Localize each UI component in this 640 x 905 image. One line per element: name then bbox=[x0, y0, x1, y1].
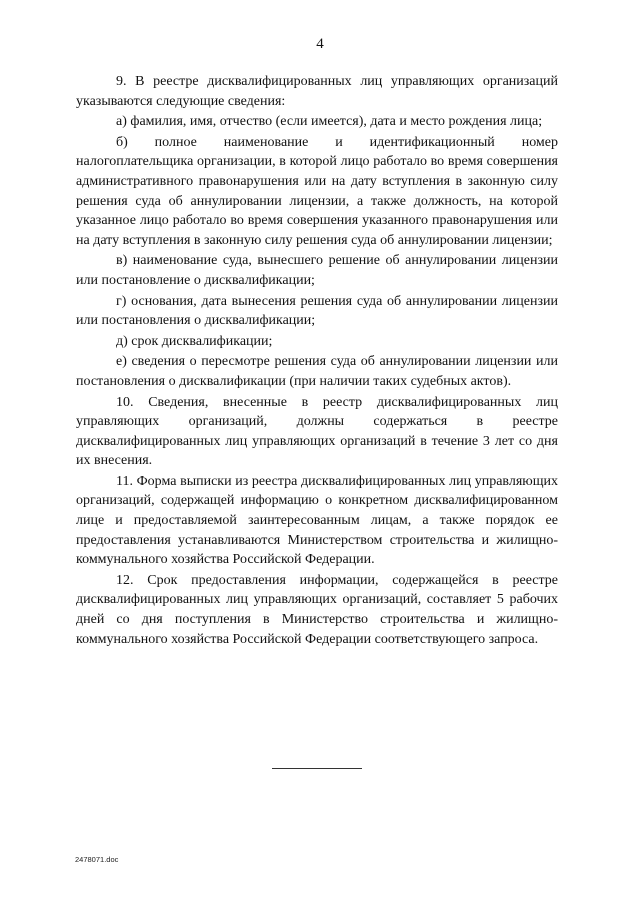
paragraph-12: 12. Срок предоставления информации, содержащейся в реестре дисквалифицированных лиц управляющих организаций, составляет 5 рабочих дней со дня поступления в Министерство строительства и жилищно-коммунального хозяйства Российской Федерации соответствующего запроса. bbox=[76, 572, 558, 647]
paragraph-9: 9. В реестре дисквалифицированных лиц управляющих организаций указываются следующие сведения: bbox=[76, 74, 558, 109]
footer-filename: 2478071.doc bbox=[75, 855, 119, 864]
paragraph-9g: г) основания, дата вынесения решения суда об аннулировании лицензии или постановления о дисквалификации; bbox=[76, 293, 558, 329]
paragraph-11: 11. Форма выписки из реестра дисквалифицированных лиц управляющих организаций, содержащей информацию о конкретном дисквалифицированном лице и предоставляемой заинтересованным лицам, а также порядок ее предоставления устанавливаются Министерством строительства и жилищно-коммунального хозяйства Российской Федерации. bbox=[76, 473, 558, 568]
paragraph-9e: е) сведения о пересмотре решения суда об аннулировании лицензии или постановления о дисквалификации (при наличии таких судебных актов). bbox=[76, 354, 558, 389]
paragraph-9a: а) фамилия, имя, отчество (если имеется), дата и место рождения лица; bbox=[116, 114, 543, 130]
document-body bbox=[76, 72, 558, 650]
paragraph-9d: д) срок дисквалификации; bbox=[116, 333, 273, 349]
paragraph-9b: б) полное наименование и идентификационный номер налогоплательщика организации, в которой лицо работало во время совершения административного правонарушения или на дату вступления в законную силу решения суда об аннулировании лицензии, а также должность, на которой указанное лицо работало во время совершения указанного правонарушения или на дату вступления в законную силу решения суда об аннулировании лицензии; bbox=[76, 134, 558, 248]
page-number: 4 bbox=[316, 36, 324, 52]
paragraph-10: 10. Сведения, внесенные в реестр дисквалифицированных лиц управляющих организаций, должны содержаться в реестре дисквалифицированных лиц управляющих организаций в течение 3 лет со дня их внесения. bbox=[76, 394, 558, 469]
end-divider bbox=[272, 768, 362, 769]
paragraph-9v: в) наименование суда, вынесшего решение об аннулировании лицензии или постановление о дисквалификации; bbox=[76, 253, 558, 288]
